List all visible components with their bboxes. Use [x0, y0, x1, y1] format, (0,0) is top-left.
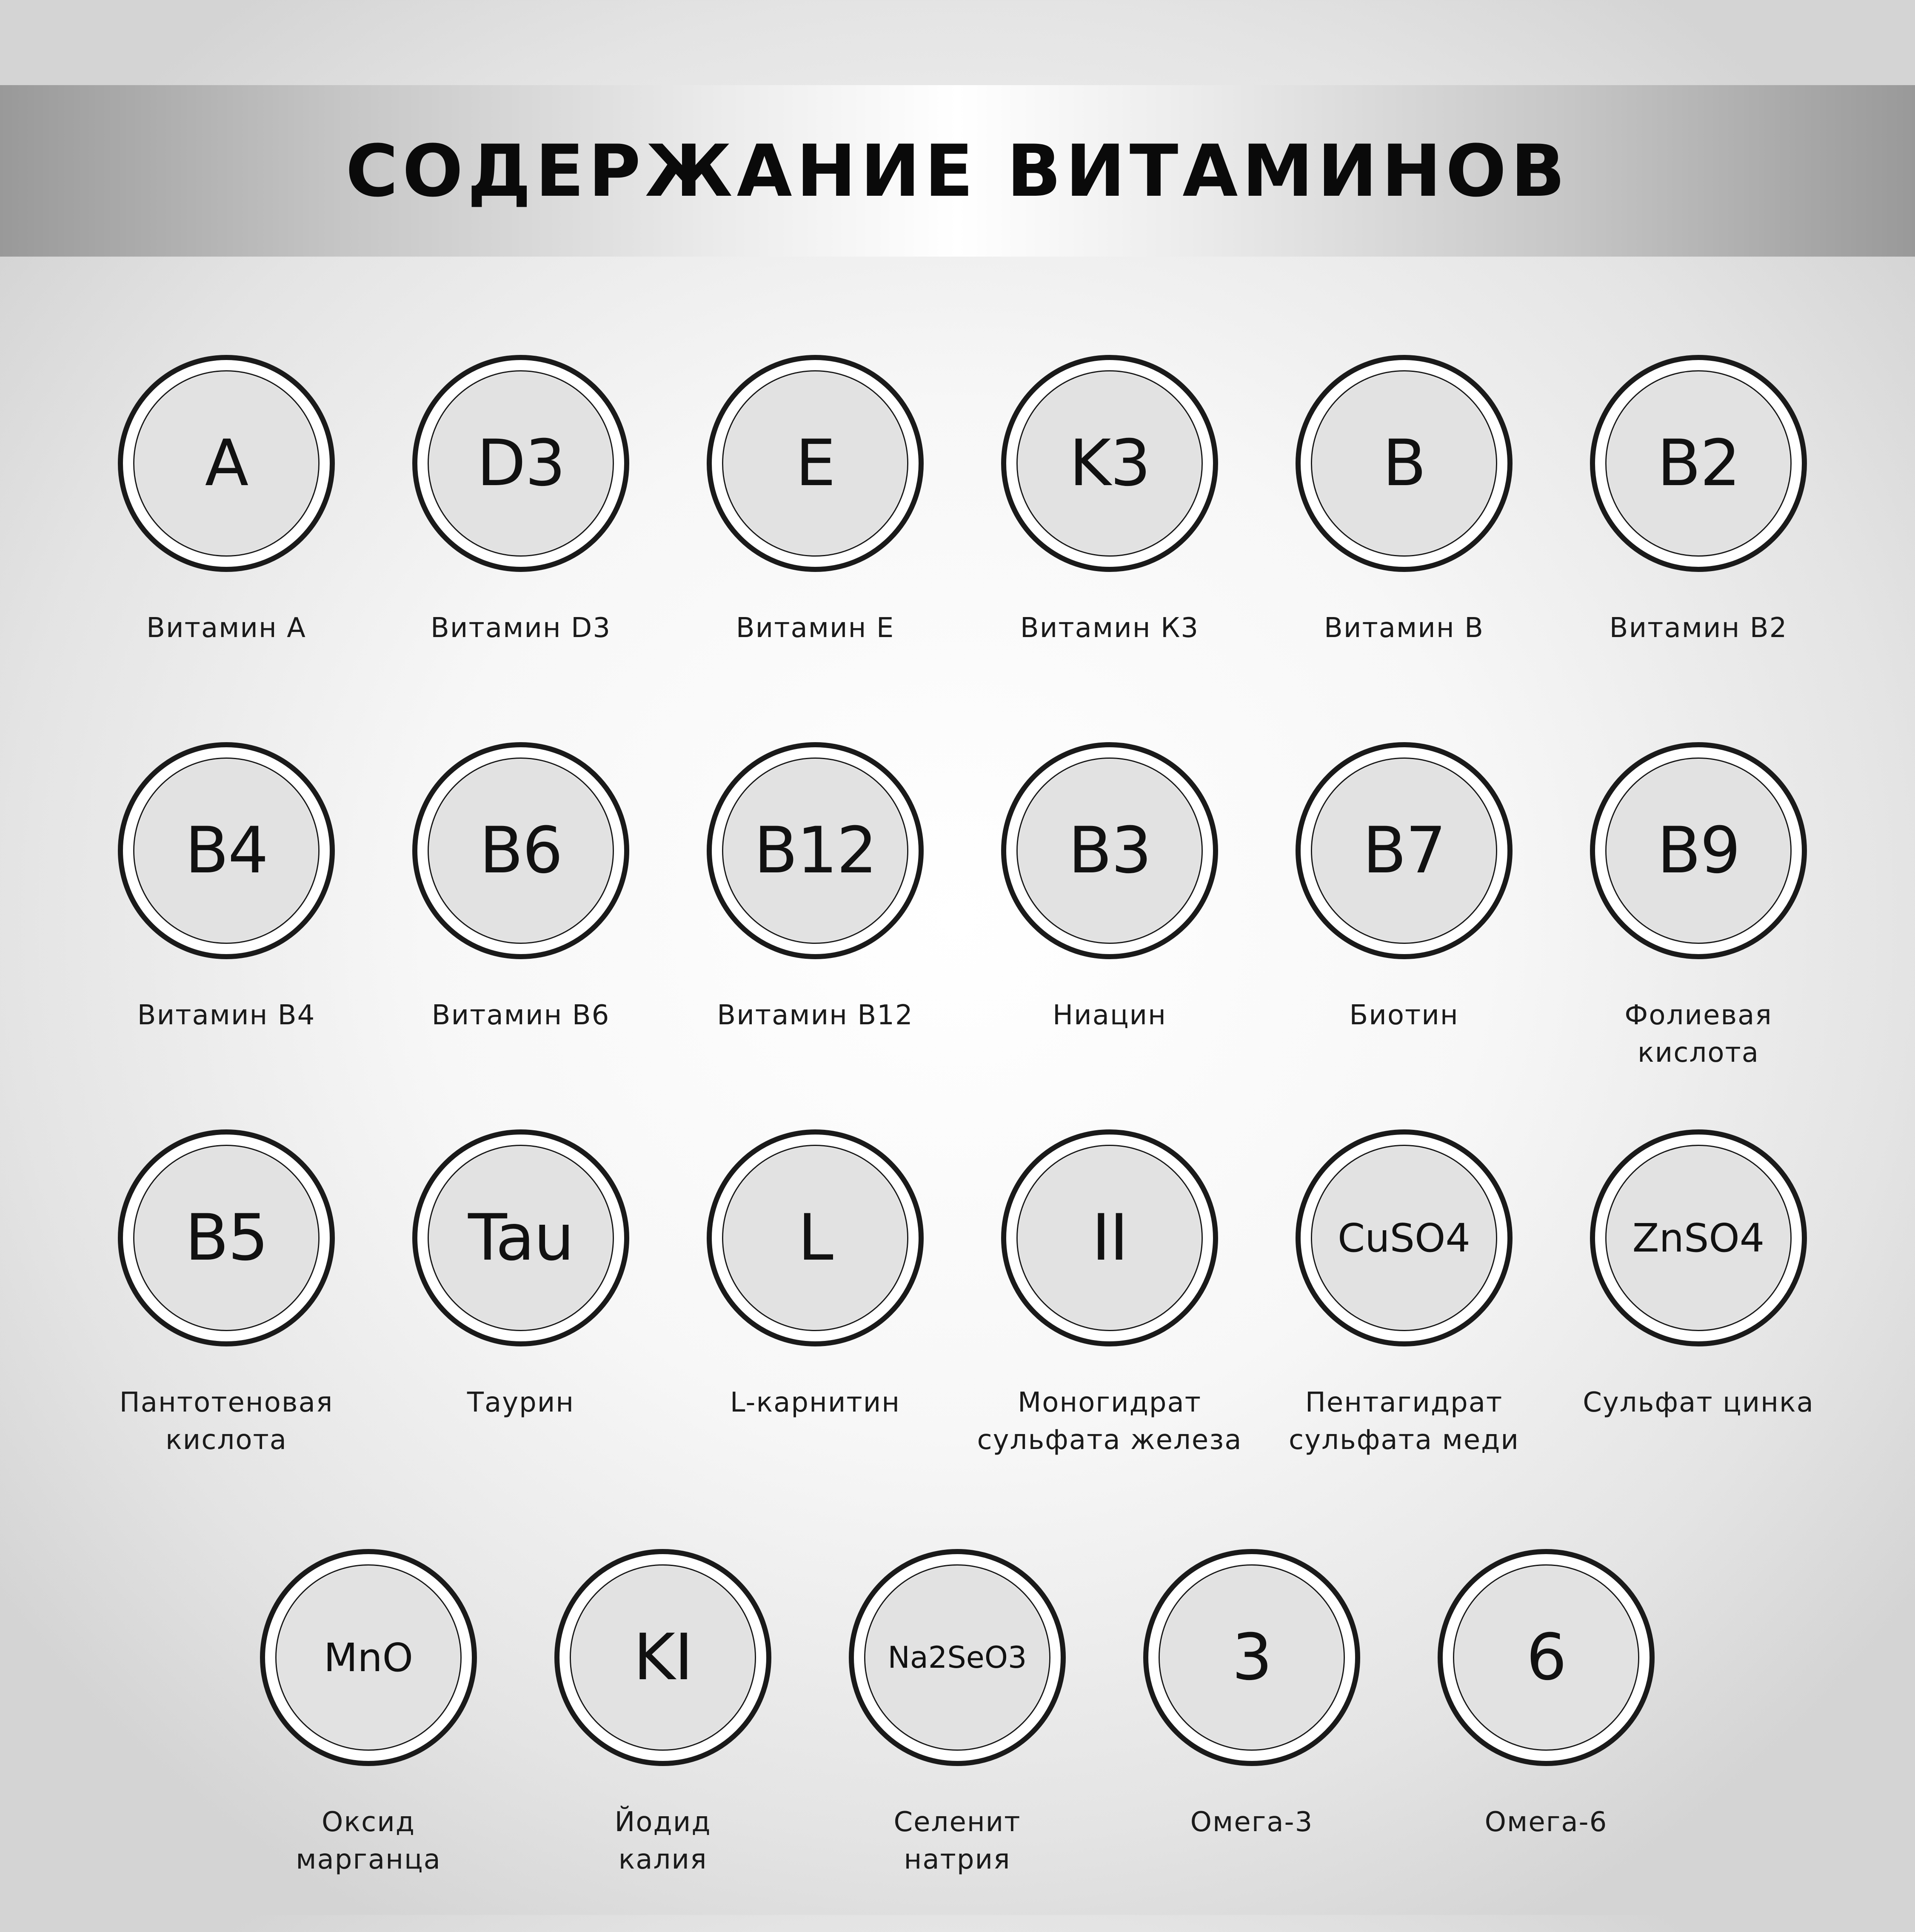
ingredient-label: Сульфат цинка [1583, 1387, 1814, 1418]
ingredient-symbol: B [1382, 426, 1426, 500]
ingredient-badge [260, 1549, 477, 1766]
ingredient-symbol: ZnSO4 [1632, 1215, 1765, 1261]
ingredient-label: Ниацин [1053, 1000, 1167, 1031]
ingredient-label: Витамин В2 [1609, 612, 1788, 644]
ingredient-item [666, 742, 964, 1125]
ingredient-badge [1001, 1129, 1218, 1346]
ingredient-symbol: Tau [468, 1201, 574, 1275]
ingredient-symbol: B12 [754, 814, 876, 888]
ingredient-symbol: II [1091, 1201, 1128, 1275]
ingredient-badge [707, 355, 924, 572]
ingredient-badge [849, 1549, 1066, 1766]
ingredient-item [77, 355, 375, 738]
ingredient-label: Селенит натрия [893, 1806, 1021, 1875]
ingredient-symbol: B3 [1068, 814, 1151, 888]
ingredient-badge [118, 355, 335, 572]
ingredient-item [514, 1549, 812, 1932]
ingredient-item [961, 355, 1259, 738]
ingredient-badge [1590, 742, 1807, 959]
ingredient-badge [118, 742, 335, 959]
ingredient-symbol: Na2SeO3 [888, 1640, 1027, 1675]
ingredient-badge [707, 1129, 924, 1346]
ingredient-item [372, 742, 670, 1125]
ingredient-item [372, 1129, 670, 1512]
ingredient-item [808, 1549, 1106, 1932]
ingredient-item [1550, 1129, 1847, 1512]
ingredient-symbol: 6 [1526, 1620, 1566, 1695]
ingredient-symbol: B7 [1362, 814, 1446, 888]
ingredient-label: Витамин К3 [1020, 612, 1199, 644]
ingredient-symbol: CuSO4 [1338, 1215, 1470, 1261]
ingredient-badge [707, 742, 924, 959]
ingredient-badge [554, 1549, 771, 1766]
ingredient-badge [1143, 1549, 1360, 1766]
ingredient-label: Омега-3 [1190, 1806, 1313, 1838]
ingredient-label: L-карнитин [730, 1387, 901, 1418]
ingredient-symbol: B2 [1657, 426, 1740, 500]
ingredient-badge [1296, 355, 1513, 572]
ingredient-badge [1296, 1129, 1513, 1346]
ingredient-label: Моногидрат сульфата железа [977, 1387, 1242, 1456]
title-banner [0, 85, 1915, 257]
ingredient-item [1255, 1129, 1553, 1512]
ingredient-symbol: 3 [1232, 1620, 1272, 1695]
ingredient-item [1550, 355, 1847, 738]
ingredient-symbol: B6 [479, 814, 562, 888]
ingredient-label: Йодид калия [614, 1806, 711, 1875]
ingredient-label: Витамин В6 [431, 1000, 610, 1031]
ingredient-label: Витамин А [146, 612, 306, 644]
ingredient-label: Оксид марганца [296, 1806, 441, 1875]
ingredient-badge [1438, 1549, 1655, 1766]
ingredient-label: Витамин В12 [717, 1000, 913, 1031]
ingredient-badge [1590, 355, 1807, 572]
ingredient-label: Фолиевая кислота [1624, 1000, 1772, 1069]
ingredient-label: Таурин [467, 1387, 575, 1418]
ingredient-item [961, 742, 1259, 1125]
ingredient-label: Витамин В4 [137, 1000, 316, 1031]
ingredient-badge [1590, 1129, 1807, 1346]
ingredient-badge [412, 1129, 629, 1346]
ingredient-badge [412, 742, 629, 959]
ingredient-label: Пентагидрат сульфата меди [1289, 1387, 1519, 1456]
ingredient-item [1255, 355, 1553, 738]
ingredient-badge [118, 1129, 335, 1346]
ingredient-label: Биотин [1349, 1000, 1459, 1031]
ingredient-item [666, 1129, 964, 1512]
ingredient-badge [1001, 355, 1218, 572]
ingredient-item [1255, 742, 1553, 1125]
ingredient-badge [412, 355, 629, 572]
ingredient-item [961, 1129, 1259, 1512]
ingredient-symbol: KI [633, 1620, 693, 1695]
page-title: СОДЕРЖАНИЕ ВИТАМИНОВ [345, 129, 1570, 213]
ingredient-symbol: B4 [185, 814, 268, 888]
ingredient-symbol: B5 [185, 1201, 268, 1275]
ingredient-item [1397, 1549, 1695, 1932]
ingredient-symbol: L [798, 1201, 833, 1275]
ingredient-symbol: D3 [477, 426, 565, 500]
ingredient-label: Витамин Е [736, 612, 895, 644]
ingredient-item [77, 742, 375, 1125]
ingredient-label: Витамин В [1324, 612, 1484, 644]
ingredient-symbol: MnO [323, 1635, 414, 1680]
ingredient-item [1103, 1549, 1401, 1932]
ingredient-label: Пантотеновая кислота [119, 1387, 334, 1456]
ingredient-item [666, 355, 964, 738]
ingredient-symbol: E [795, 426, 835, 500]
ingredient-badge [1296, 742, 1513, 959]
ingredient-symbol: B9 [1657, 814, 1740, 888]
ingredient-badge [1001, 742, 1218, 959]
ingredient-label: Витамин D3 [430, 612, 611, 644]
ingredient-label: Омега-6 [1484, 1806, 1608, 1838]
ingredient-item [77, 1129, 375, 1512]
ingredient-symbol: K3 [1069, 426, 1150, 500]
ingredient-item [220, 1549, 517, 1932]
ingredient-item [1550, 742, 1847, 1125]
ingredient-item [372, 355, 670, 738]
ingredient-symbol: A [205, 426, 248, 500]
